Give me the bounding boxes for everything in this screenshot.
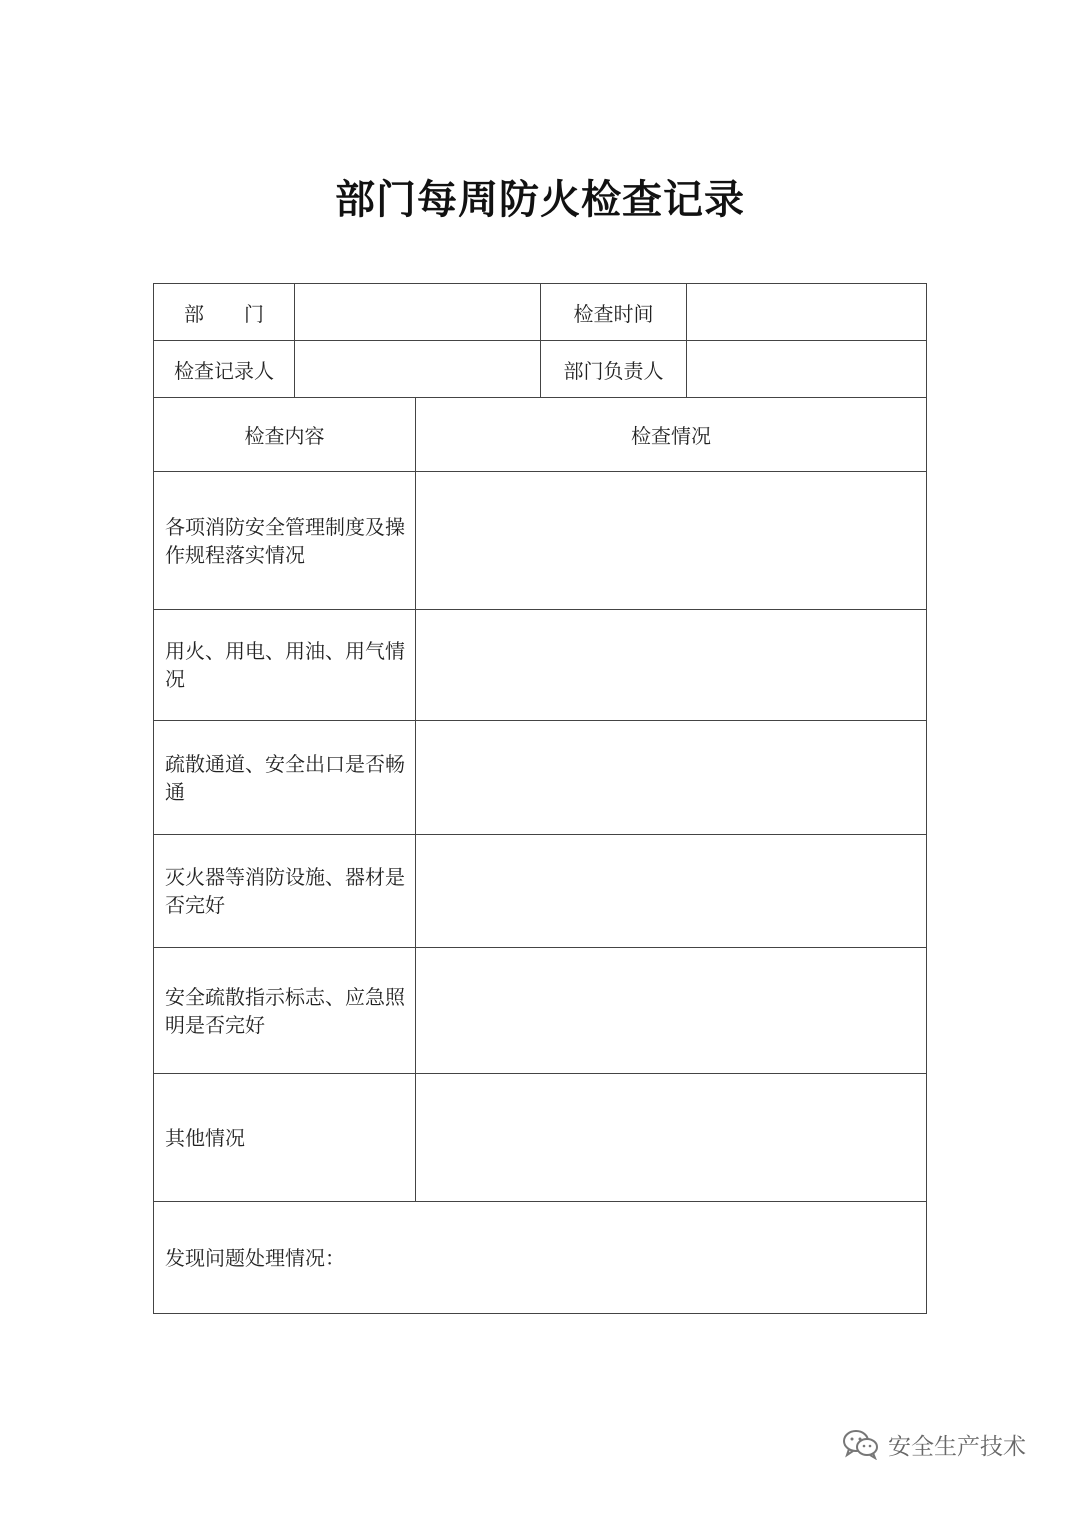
checklist-result[interactable] bbox=[416, 948, 926, 1073]
checklist-result[interactable] bbox=[416, 835, 926, 947]
department-field[interactable] bbox=[295, 284, 540, 340]
issue-handling-label: 发现问题处理情况： bbox=[165, 1245, 345, 1270]
dept-head-label: 部门负责人 bbox=[563, 358, 664, 383]
col-header-content: 检查内容 bbox=[244, 424, 325, 448]
inspection-time-label: 检查时间 bbox=[573, 301, 654, 326]
checklist-item: 用火、用电、用油、用气情况 bbox=[165, 639, 405, 691]
checklist-item: 疏散通道、安全出口是否畅通 bbox=[165, 751, 405, 804]
recorder-label: 检查记录人 bbox=[174, 358, 274, 383]
checklist-item: 各项消防安全管理制度及操作规程落实情况 bbox=[165, 514, 405, 567]
inspection-time-field[interactable] bbox=[687, 284, 926, 340]
recorder-field[interactable] bbox=[295, 341, 540, 397]
department-label: 部 门 bbox=[184, 301, 264, 326]
checklist-item: 灭火器等消防设施、器材是否完好 bbox=[165, 865, 405, 917]
checklist-result[interactable] bbox=[416, 610, 926, 720]
checklist-item: 其他情况 bbox=[165, 1125, 245, 1150]
checklist-result[interactable] bbox=[416, 1074, 926, 1201]
col-header-result: 检查情况 bbox=[631, 424, 711, 448]
checklist-item: 安全疏散指示标志、应急照明是否完好 bbox=[165, 984, 405, 1037]
dept-head-field[interactable] bbox=[687, 341, 926, 397]
checklist-result[interactable] bbox=[416, 472, 926, 609]
page-title: 部门每周防火检查记录 bbox=[335, 176, 745, 223]
checklist-result[interactable] bbox=[416, 721, 926, 834]
wechat-icon bbox=[842, 1428, 880, 1460]
watermark bbox=[842, 1424, 1026, 1464]
watermark-text: 安全生产技术 bbox=[888, 1433, 1026, 1460]
inspection-form bbox=[153, 283, 927, 1314]
issue-handling-field[interactable] bbox=[154, 1202, 926, 1313]
